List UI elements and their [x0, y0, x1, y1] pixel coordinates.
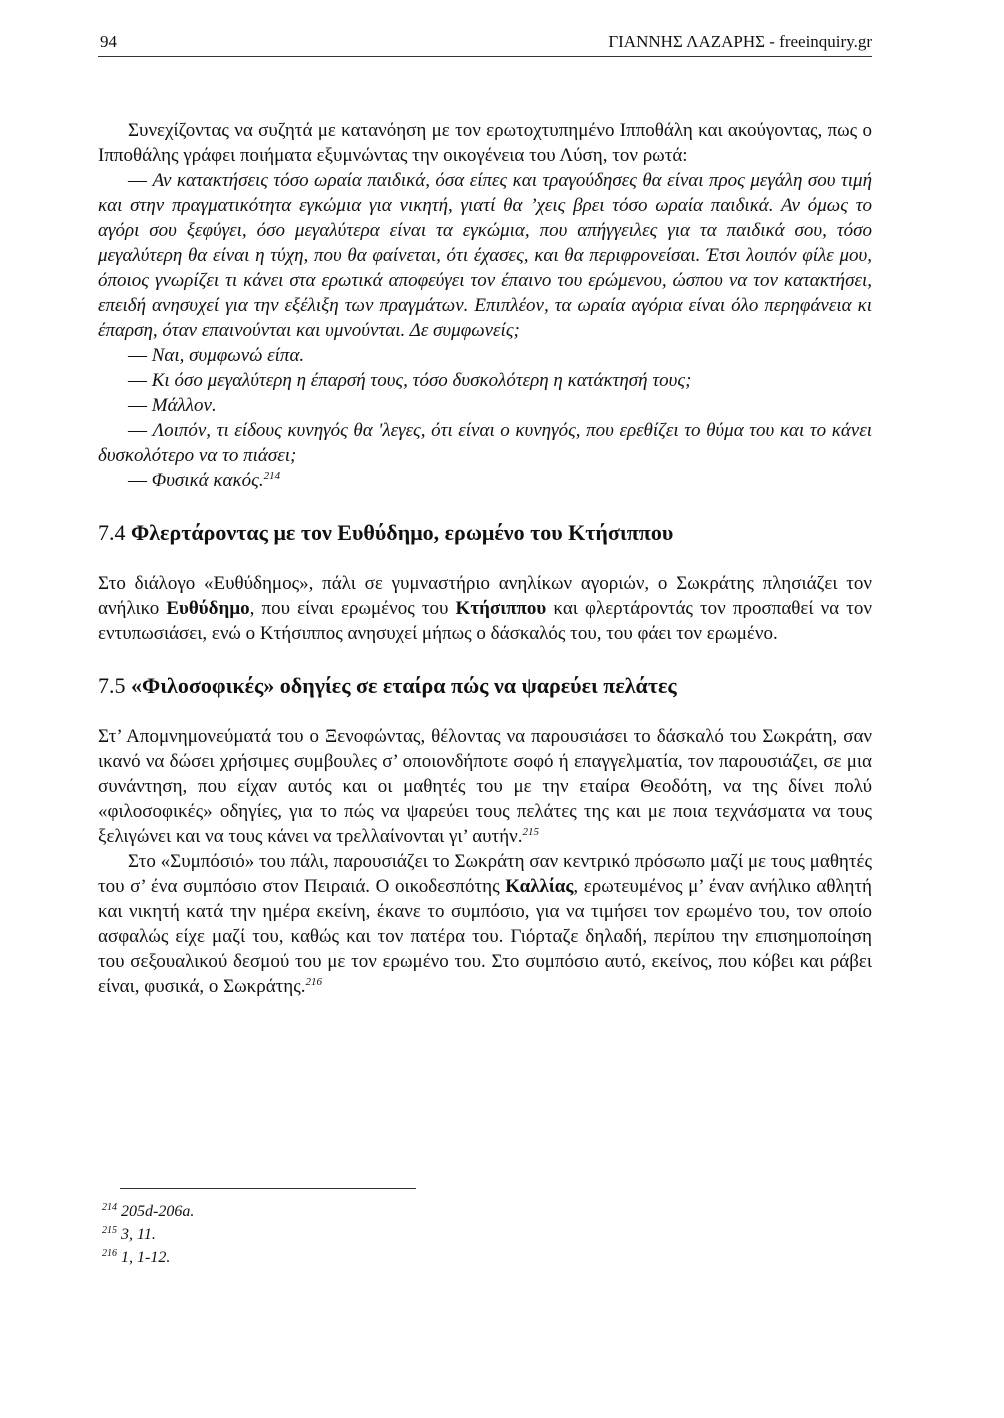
section-heading-7-4	[98, 519, 872, 547]
dialogue-dash: —	[128, 420, 147, 441]
dialogue-dash: —	[128, 345, 147, 366]
section-number: 7.4	[98, 520, 126, 545]
footnote-text: 1, 1-12.	[121, 1249, 171, 1266]
footnote	[102, 1200, 194, 1223]
dialogue-text: Αν κατακτήσεις τόσο ωραία παιδικά, όσα είπες και τραγούδησες θα είναι προς μεγάλη σου τιμή και στην πραγματικότητα εγκώμια για νικητή, γιατί θα ’χεις βρει τόσο ωραία παιδικά. Αν όμως το αγόρι σου ξεφύγει, όσο μεγαλύτερα είναι τα εγκώμια, που απήγγειλες για τα παιδικά σου, τόσο μεγαλύτερη θα είναι η τύχη, που θα φαίνεται, ότι έχασες, και θα περιφρονείσαι. Έτσι λοιπόν φίλε μου, όποιος γνωρίζει τι κάνει στα ερωτικά αποφεύγει τον έπαινο του ερώμενου, ώσπου να τον κατακτήσει, επειδή ανησυχεί για την εξέλιξη των πραγμάτων. Επιπλέον, τα ωραία αγόρια είναι όλο περηφάνεια κι έπαρση, όταν επαινούνται και υμνούνται. Δε συμφωνείς;	[98, 170, 872, 341]
text-run: Στ’ Απομνημονεύματά του ο Ξενοφώντας, θέλοντας να παρουσιάσει το δάσκαλό του Σωκράτη, σαν ικανό να δώσει χρήσιμες συμβουλες σ’ οποιονδήποτε σοφό ή επαγγελματία, τον παρουσιάζει, σε μια συνάντηση, που είχαν αυτός και οι μαθητές του με την εταίρα Θεοδότη, να της δίνει πολύ «φιλοσοφικές» οδηγίες, για το πώς να ψαρεύει τους πελάτες της και με ποια τεχνάσματα να τους ξελιγώνει και να τους κάνει να τρελλαίνονται γι’ αυτήν.	[98, 726, 872, 847]
dialogue-text: Λοιπόν, τι είδους κυνηγός θα 'λεγες, ότι είναι ο κυνηγός, που ερεθίζει το θύμα του και το κάνει δυσκολότερο να το πιάσει;	[98, 420, 873, 466]
footnote-divider	[120, 1188, 416, 1189]
dialogue-text: Κι όσο μεγαλύτερη η έπαρσή τους, τόσο δυσκολότερη η κατάκτησή τους;	[151, 370, 692, 391]
intro-paragraph: Συνεχίζοντας να συζητά με κατανόηση με τον ερωτοχτυπημένο Ιπποθάλη και ακούγοντας, πως ο Ιπποθάλης γράφει ποιήματα εξυμνώντας την οικογένεια του Λύση, τον ρωτά:	[98, 120, 872, 166]
page-header	[98, 30, 872, 57]
dialogue-text: Φυσικά κακός.	[151, 470, 264, 491]
text-run: και φλερτάροντάς τον προσπαθεί να τον εντυπωσιάσει, ενώ ο Κτήσιππος ανησυχεί μήπως ο δάσκαλός του, του φάει τον ερωμένο.	[98, 598, 872, 644]
dialogue-line	[98, 168, 872, 343]
footnotes	[102, 1200, 194, 1269]
footnote-text: 3, 11.	[121, 1226, 156, 1243]
footnote-ref[interactable]: 215	[522, 826, 539, 838]
text-run: Στο διάλογο «Ευθύδημος», πάλι σε γυμναστήριο ανηλίκων αγοριών, ο Σωκράτης πλησιάζει τον ανήλικο	[98, 573, 872, 619]
text-run: Στο «Συμπόσιό» του πάλι, παρουσιάζει το Σωκράτη σαν κεντρικό πρόσωπο μαζί με τους μαθητές του σ’ ένα συμπόσιο στον Πειραιά. Ο οικοδεσπότης	[98, 851, 872, 897]
page-number: 94	[100, 32, 117, 51]
dialogue-dash: —	[128, 370, 147, 391]
section-7-5-paragraph-2	[98, 849, 872, 999]
footnote	[102, 1223, 194, 1246]
page-body	[98, 118, 872, 999]
footnote-ref[interactable]: 214	[263, 470, 281, 482]
dialogue-text: Μάλλον.	[151, 395, 217, 416]
footnote-number: 215	[102, 1225, 117, 1236]
section-heading-7-5	[98, 672, 872, 700]
running-title: ΓΙΑΝΝΗΣ ΛΑΖΑΡΗΣ - freeinquiry.gr	[608, 32, 872, 51]
dialogue-dash: —	[128, 395, 147, 416]
dialogue-line	[98, 418, 872, 468]
dialogue-line	[98, 343, 872, 368]
dialogue-line	[98, 393, 872, 418]
dialogue-dash: —	[128, 470, 147, 491]
bold-name: Κτήσιππου	[455, 598, 547, 619]
dialogue-line	[98, 368, 872, 393]
text-run: , που είναι ερωμένος του	[249, 598, 456, 619]
section-7-5-paragraph-1	[98, 724, 872, 849]
dialogue-dash: —	[128, 170, 147, 191]
section-number: 7.5	[98, 673, 126, 698]
section-title: «Φιλοσοφικές» οδηγίες σε εταίρα πώς να ψαρεύει πελάτες	[131, 673, 677, 698]
section-7-4-paragraph	[98, 571, 872, 646]
footnote	[102, 1246, 194, 1269]
bold-name: Καλλίας	[505, 876, 574, 897]
footnote-ref[interactable]: 216	[305, 976, 323, 988]
section-title: Φλερτάροντας με τον Ευθύδημο, ερωμένο του Κτήσιππου	[131, 520, 674, 545]
text-run: , ερωτευμένος μ’ έναν ανήλικο αθλητή και νικητή κατά την ημέρα εκείνη, έκανε το συμπόσιο, για να τιμήσει τον ερωμένο του, τον οποίο ασφαλώς είχε μαζί του, καθώς και τον πατέρα του. Γιόρταζε δηλαδή, περίπου την επισημοποίηση του σεξουαλικού δεσμού του με τον ερωμένο του. Στο συμπόσιο αυτό, εκείνος, που κόβει και ράβει είναι, φυσικά, ο Σωκράτης.	[98, 876, 872, 997]
dialogue-text: Ναι, συμφωνώ είπα.	[151, 345, 305, 366]
footnote-number: 216	[102, 1248, 117, 1259]
footnote-text: 205d-206a.	[121, 1203, 195, 1220]
dialogue-line	[98, 468, 872, 493]
footnote-number: 214	[102, 1202, 117, 1213]
bold-name: Ευθύδημο	[166, 598, 250, 619]
